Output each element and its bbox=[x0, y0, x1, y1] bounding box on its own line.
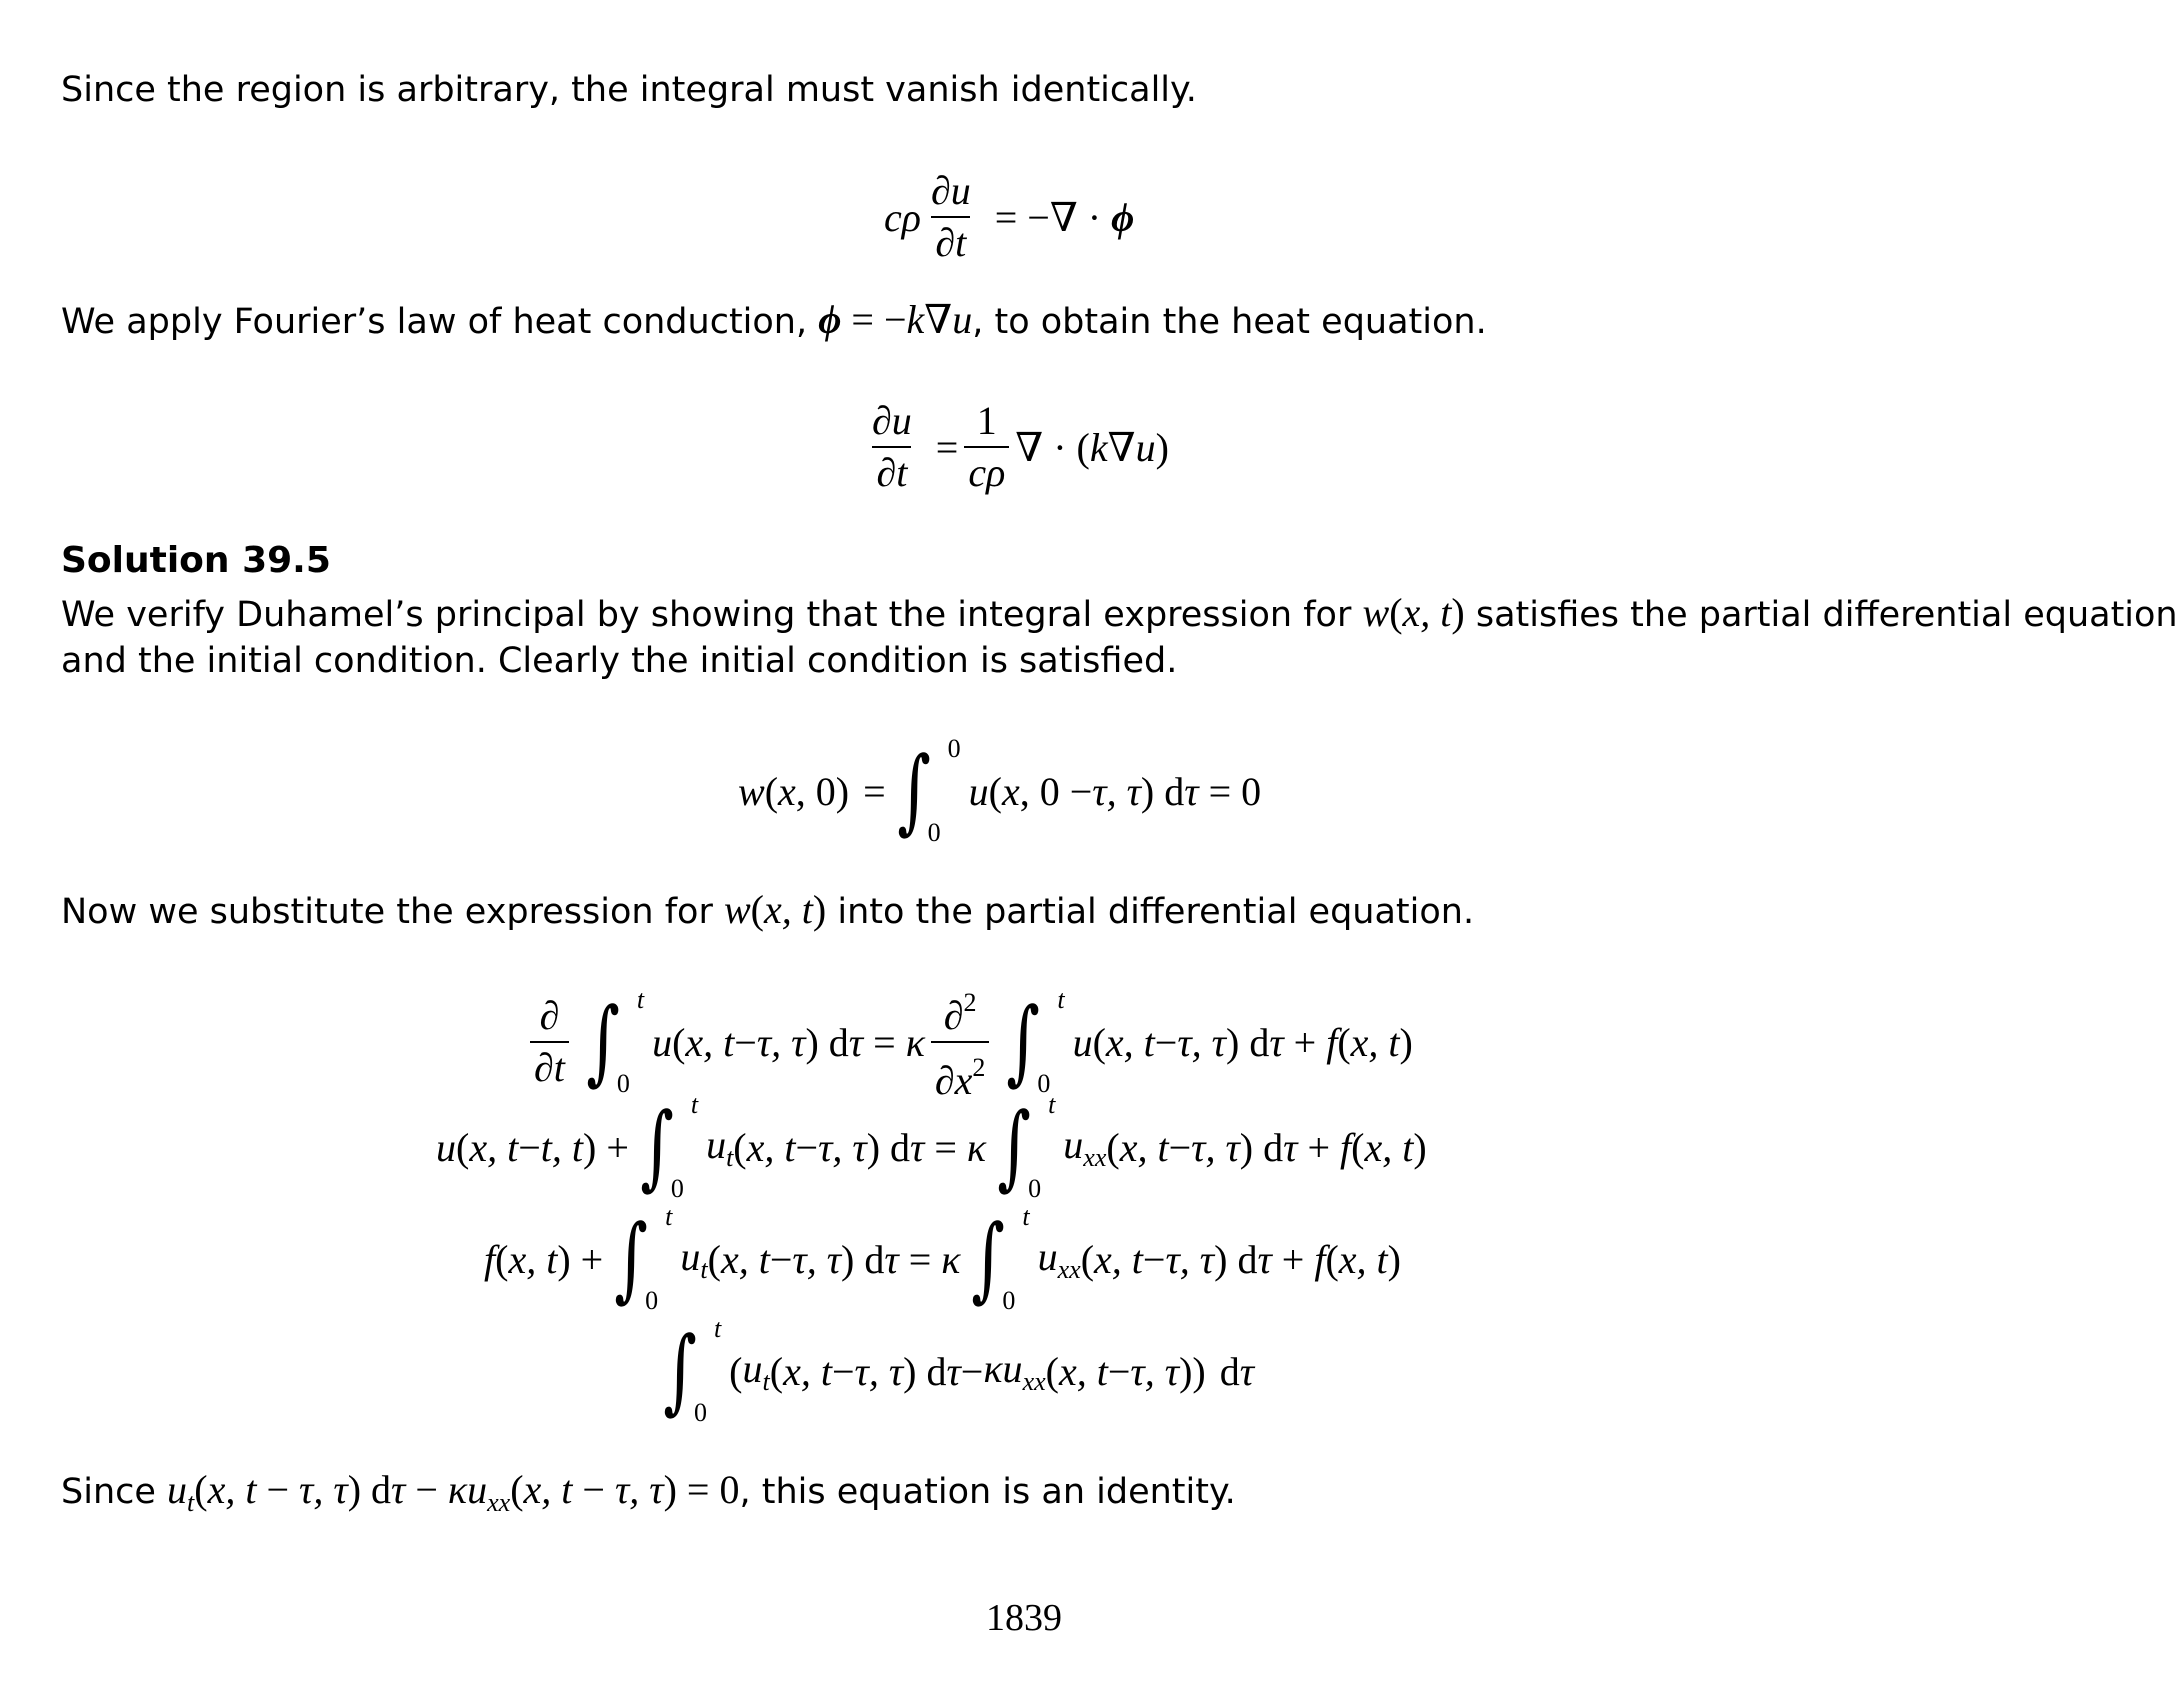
equation-line-2: u ( x, t − t, t ) + ∫ t 0 $u_t$ ( x, t − τ, τ ) d τ = κ ∫ t 0 $u_{xx}$ ( x, t − τ, τ ) d τ + f ( x, t ) bbox=[436, 1090, 1427, 1203]
fourier-text-after: , to obtain the heat equation. bbox=[972, 302, 1487, 342]
identity-text-after: , this equation is an identity. bbox=[739, 1472, 1236, 1512]
substitute-text-after: into the partial differential equation. bbox=[837, 892, 1475, 932]
substitute-text-before: Now we substitute the expression for bbox=[61, 892, 713, 932]
duhamel-text-before: We verify Duhamel’s principal by showing that the integral expression for bbox=[61, 595, 1352, 635]
equation-line-3: f ( x, t ) + ∫ t 0 $u_t$ ( x, t − τ, τ ) d τ = κ ∫ t 0 $u_{xx}$ ( x, t − τ, τ ) d τ + f ( x, t ) bbox=[484, 1202, 1401, 1315]
w-x-t-inline-math-2: w(x, t) bbox=[723, 887, 827, 932]
equation-energy-balance: cρ $\frac{\partial u}{\partial t}$ = −∇ · ϕ bbox=[884, 168, 1135, 265]
identity-text-before: Since bbox=[61, 1472, 156, 1512]
paragraph-duhamel-line2: and the initial condition. Clearly the initial condition is satisfied. bbox=[61, 641, 1178, 681]
paragraph-fourier-law bbox=[61, 296, 1487, 346]
paragraph-duhamel-line1 bbox=[61, 589, 2178, 639]
page-number: 1839 bbox=[986, 1597, 1062, 1639]
w-x-t-inline-math: w(x, t) bbox=[1362, 590, 1465, 635]
fourier-law-inline-math: ϕ = −k∇u bbox=[818, 297, 973, 342]
equation-heat: $\frac{\partial u}{\partial t}$ = $\frac{1}{c\rho}$ ∇ · ( k ∇ u ) bbox=[872, 398, 1169, 495]
paragraph-substitute bbox=[61, 886, 1474, 936]
solution-heading: Solution 39.5 bbox=[61, 540, 331, 581]
paragraph-identity bbox=[61, 1466, 1236, 1527]
fourier-text-before: We apply Fourier’s law of heat conduction, bbox=[61, 302, 808, 342]
duhamel-text-after: satisfies the partial differential equation bbox=[1475, 595, 2178, 635]
equation-line-4: ∫ t 0 ( $u_t$ ( x, t − τ, τ ) d τ − $\kappa u_{xx}$ ( x, t − τ, τ )) d τ bbox=[663, 1314, 1255, 1427]
equation-line-1: $\frac{\partial}{\partial t}$ ∫ t 0 u ( x, t − τ, τ ) d τ = κ $\frac{\partial^2}{\partial x^2}$ ∫ t 0 u ( x, t − τ, τ ) d τ + f ( x, t ) bbox=[524, 980, 1413, 1104]
identity-inline-math: $u_t(x$, t − τ, τ) $d\tau - \kappa u_{xx}(x$, t − τ, τ) = 0 bbox=[167, 1467, 740, 1517]
paragraph-region-arbitrary: Since the region is arbitrary, the integral must vanish identically. bbox=[61, 70, 1197, 110]
equation-initial-condition: w ( x , 0) = ∫ 0 0 u ( x , 0 − τ, τ ) d τ = 0 bbox=[738, 734, 1262, 847]
